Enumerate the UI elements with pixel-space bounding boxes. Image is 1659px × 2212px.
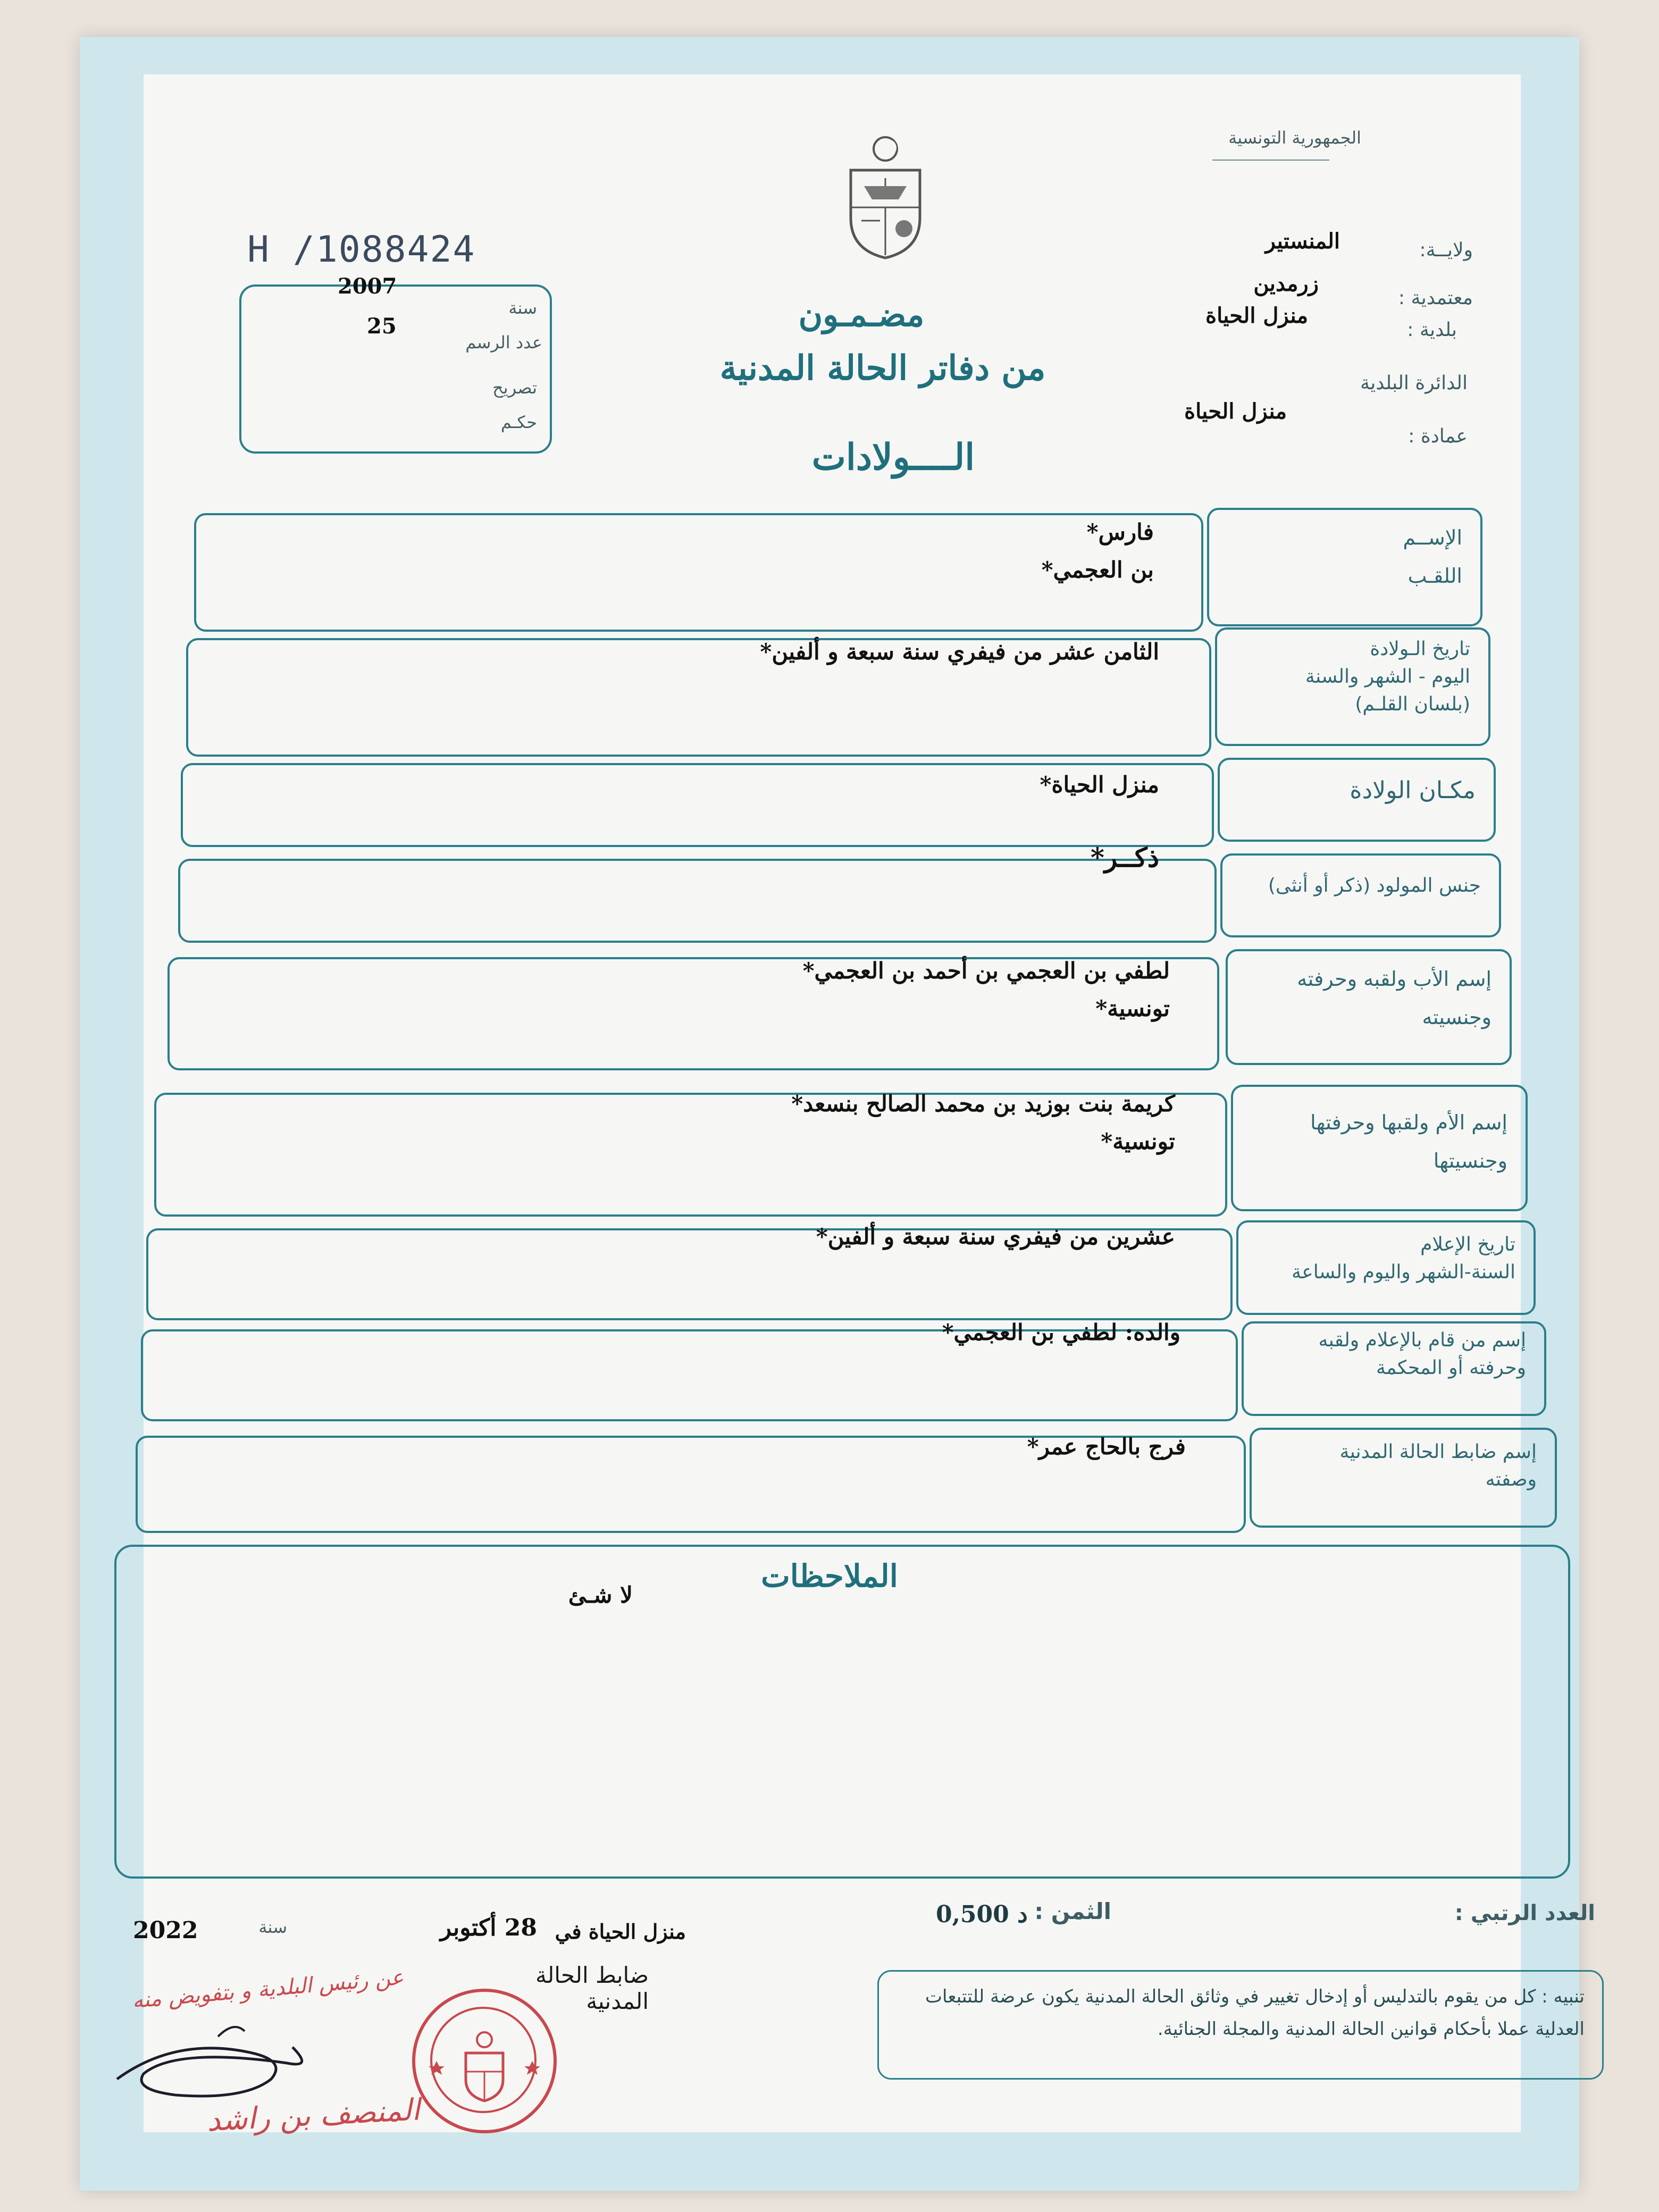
value-father <box>266 952 1170 1028</box>
serial-number: H /1088424 <box>247 229 476 271</box>
label-father-2: وجنسيته <box>1422 1006 1492 1029</box>
label-declaration-date-1: تاريخ الإعلام <box>1420 1234 1515 1255</box>
label-mother-2: وجنسيتها <box>1433 1149 1507 1173</box>
remarks-title: الملاحظات <box>761 1558 898 1594</box>
value-declarant <box>266 1313 1180 1351</box>
label-name-first: الإســم <box>1403 526 1462 549</box>
register-judgment-label: حكـم <box>500 412 537 432</box>
label-declaration-date <box>1250 1231 1515 1286</box>
value-name <box>319 513 1154 589</box>
value-sex <box>319 835 1159 880</box>
remarks-box <box>114 1545 1570 1879</box>
value-registrar-text: فرج بالحاج عمر* <box>1027 1434 1186 1460</box>
footer-day-month: 28 أكتوبر <box>440 1914 537 1941</box>
republic-underline <box>1212 160 1329 161</box>
omda-value: منزل الحياة <box>1184 399 1287 424</box>
label-birth-place-text: مكـان الولادة <box>1350 777 1476 804</box>
register-year-label: سنة <box>508 298 537 318</box>
daira-label: الدائرة البلدية <box>1360 372 1468 394</box>
omda-label: عمادة : <box>1408 425 1468 447</box>
value-father-name: لطفي بن العجمي بن أحمد بن العجمي* <box>802 958 1170 984</box>
label-declarant-2: وحرفته أو المحكمة <box>1376 1357 1526 1379</box>
value-declaration-date-text: عشرين من فيفري سنة سبعة و ألفين* <box>816 1224 1175 1250</box>
footer-price-value: 0,500 د <box>936 1901 1028 1928</box>
label-registrar <box>1263 1438 1537 1494</box>
label-declarant <box>1255 1327 1526 1382</box>
label-birth-date-3: (بلسان القلـم) <box>1355 693 1470 716</box>
wilaya-value: المنستير <box>1265 229 1340 254</box>
baladia-value: منزل الحياة <box>1205 303 1308 328</box>
label-birth-date <box>1228 635 1470 719</box>
label-registrar-1: إسم ضابط الحالة المدنية <box>1339 1441 1537 1463</box>
label-name-last: اللقـب <box>1407 564 1462 588</box>
value-birth-date-text: الثامن عشر من فيفري سنة سبعة و ألفين* <box>760 639 1159 665</box>
baladia-label: بلدية : <box>1407 319 1457 341</box>
register-year-value: 2007 <box>338 274 397 299</box>
register-declaration-label: تصريح <box>492 378 537 398</box>
coat-of-arms-icon <box>840 128 931 261</box>
republic-header: الجمهورية التونسية <box>1228 128 1361 148</box>
label-sex <box>1234 872 1481 900</box>
register-number-value: 25 <box>367 314 397 339</box>
label-sex-text: جنس المولود (ذكر أو أنثى) <box>1268 875 1481 896</box>
footer-officer: ضابط الحالة المدنية <box>535 1962 649 2014</box>
label-declarant-1: إسم من قام بالإعلام ولقبه <box>1318 1329 1526 1351</box>
footer-year-label: سنة <box>258 1917 287 1937</box>
wilaya-label: ولايــة: <box>1419 239 1473 261</box>
value-name-first: فارس* <box>1086 519 1154 545</box>
mootamdia-value: زرمدين <box>1253 271 1319 296</box>
label-father <box>1239 960 1492 1036</box>
value-registrar <box>266 1428 1186 1465</box>
delegation-text: عن رئيس البلدية و بتفويض منه <box>131 1965 405 2014</box>
title-line2: من دفاتر الحالة المدنية <box>719 348 1046 388</box>
value-declarant-text: والده: لطفي بن العجمي* <box>942 1319 1180 1345</box>
footer-price-label: الثمن : <box>1034 1898 1111 1924</box>
label-mother <box>1244 1103 1507 1180</box>
notice-text: تنبيه : كل من يقوم بالتدليس أو إدخال تغيير في وثائق الحالة المدنية يكون عرضة للتتبعات العدلية عملا بأحكام قوانين الحالة المدنية والمجلة الجنائية. <box>925 1986 1585 2040</box>
value-birth-place-text: منزل الحياة* <box>1040 772 1159 798</box>
label-declaration-date-2: السنة-الشهر واليوم والساعة <box>1292 1261 1515 1284</box>
signer-name: المنصف بن راشد <box>206 2092 421 2139</box>
label-mother-1: إسم الأم ولقبها وحرفتها <box>1310 1111 1507 1134</box>
value-sex-text: ذكــر* <box>1090 842 1159 873</box>
official-stamp-icon <box>412 1989 557 2133</box>
footer-year-value: 2022 <box>133 1917 198 1944</box>
value-birth-place <box>319 766 1159 803</box>
footer-place: منزل الحياة في <box>555 1920 686 1943</box>
value-father-nationality: تونسية* <box>1095 995 1170 1022</box>
mootamdia-label: معتمدية : <box>1398 287 1473 309</box>
title-births: الــــولادات <box>811 436 975 479</box>
value-declaration-date <box>239 1218 1175 1255</box>
value-mother <box>239 1085 1175 1161</box>
value-name-last: بن العجمي* <box>1041 557 1154 583</box>
label-birth-date-1: تاريخ الـولادة <box>1370 638 1470 660</box>
label-registrar-2: وصفته <box>1485 1469 1537 1491</box>
value-birth-date <box>266 633 1159 671</box>
title-line1: مضـمـون <box>798 295 925 334</box>
value-mother-name: كريمة بنت بوزيد بن محمد الصالح بنسعد* <box>791 1091 1175 1117</box>
label-birth-date-2: اليوم - الشهر والسنة <box>1305 666 1470 688</box>
footer-serial-label: العدد الرتبي : <box>1454 1901 1595 1925</box>
remarks-value: لا شـئ <box>568 1582 633 1608</box>
label-father-1: إسم الأب ولقبه وحرفته <box>1297 967 1492 991</box>
register-number-label: عدد الرسم <box>465 332 542 353</box>
label-birth-place <box>1234 774 1476 808</box>
value-mother-nationality: تونسية* <box>1101 1128 1175 1155</box>
label-name <box>1223 518 1462 595</box>
